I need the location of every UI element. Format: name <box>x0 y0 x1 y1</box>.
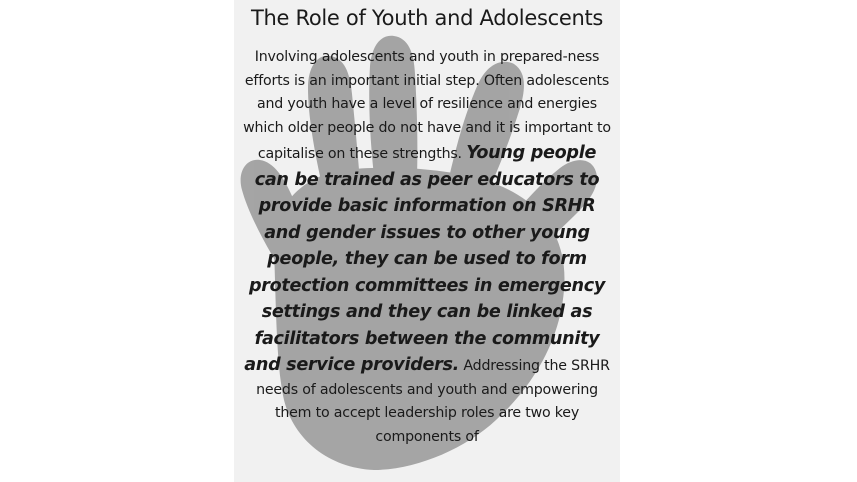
intro-text: Involving adolescents and youth in prepared-ness efforts is an important initial step. Often adolescents and youth have a level of resilience and energies which older people do not have and it is important to capitalise on these strengths. <box>243 49 611 162</box>
document-content <box>234 0 620 449</box>
body-paragraph <box>240 46 614 449</box>
document-page <box>234 0 620 482</box>
page-title: The Role of Youth and Adolescents <box>250 6 604 30</box>
closing-text: Addressing the SRHR needs of adolescents and youth and empowering them to accept leadership roles are two key components of <box>256 358 610 445</box>
emphasis-text: Young people can be trained as peer educators to provide basic information on SRHR and gender issues to other young people, they can be used to form protection committees in emergency settings and they can be linked as facilitators between the community and service providers. <box>244 143 606 375</box>
